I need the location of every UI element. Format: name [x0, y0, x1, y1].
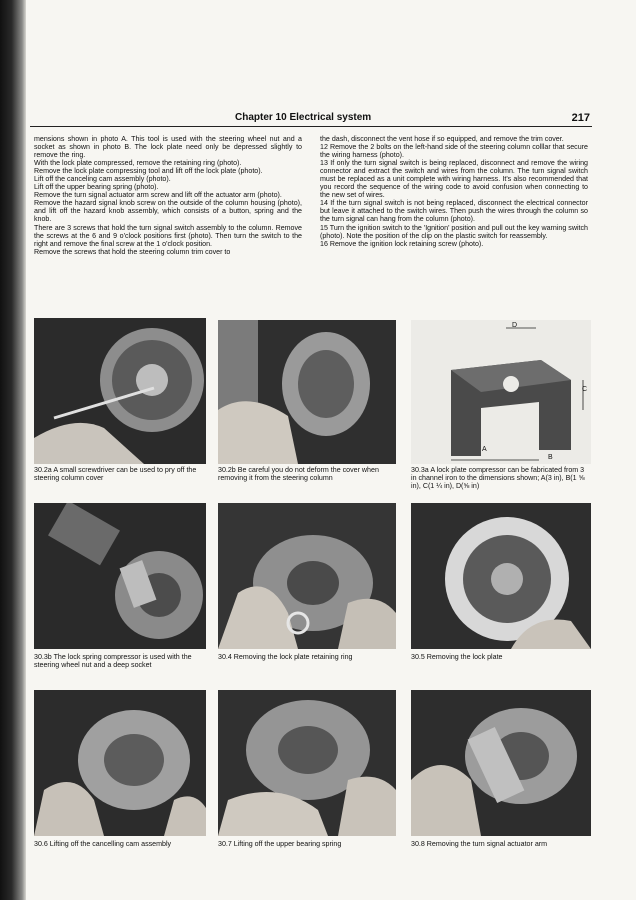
caption-30-2b: 30.2b Be careful you do not deform the cover when removing it from the steering column — [218, 466, 379, 483]
caption-30-2a: 30.2a A small screwdriver can be used to pry off the steering column cover — [34, 466, 197, 483]
header-rule — [30, 126, 592, 127]
diagram-label-c: C — [582, 386, 588, 393]
paragraph: Remove the lock plate compressing tool and lift off the lock plate (photo). — [34, 167, 263, 176]
paragraph: the dash, disconnect the vent hose if so equipped, and remove the trim cover. — [320, 135, 564, 143]
caption-30-6: 30.6 Lifting off the cancelling cam assembly — [34, 840, 172, 848]
paragraph: Lift off the upper bearing spring (photo). — [34, 183, 159, 192]
photo-30-3b — [34, 503, 206, 649]
diagram-label-b: B — [548, 454, 553, 461]
photo-30-2a — [34, 318, 206, 464]
paragraph: 13 If only the turn signal switch is being replaced, disconnect and remove the wiring connector and extract the switch and wires from the column. The turn signal switch must be replaced as a unit complete with wiring harness. It's also recommended that you record the sequence of the wiring code to avoid confusion when connecting to the new set of wires. — [320, 159, 588, 200]
paragraph: Lift off the canceling cam assembly (photo). — [34, 175, 171, 184]
paragraph: Remove the screws that hold the steering column trim cover to — [34, 247, 231, 256]
caption-30-4: 30.4 Removing the lock plate retaining ring — [218, 653, 353, 661]
photo-30-2b — [218, 320, 396, 464]
caption-30-3b: 30.3b The lock spring compressor is used with the steering wheel nut and a deep socket — [34, 653, 192, 670]
photo-30-7 — [218, 690, 396, 836]
paragraph: Remove the turn signal actuator arm screw and lift off the actuator arm (photo). — [34, 191, 282, 200]
caption-30-5: 30.5 Removing the lock plate — [411, 653, 503, 661]
paragraph: With the lock plate compressed, remove the retaining ring (photo). — [34, 159, 242, 168]
paragraph: 16 Remove the ignition lock retaining screw (photo). — [320, 239, 484, 248]
binding-gutter — [0, 0, 26, 900]
diagram-lock-plate-compressor — [411, 320, 591, 464]
paragraph: 15 Turn the ignition switch to the 'Ignition' position and pull out the key warning switch (photo). Note the position of the clip on the plastic switch for reassembly. — [320, 223, 588, 240]
page-number: 217 — [571, 112, 590, 124]
caption-30-8: 30.8 Removing the turn signal actuator arm — [411, 840, 548, 848]
paragraph: 12 Remove the 2 bolts on the left-hand side of the steering column colllar that secure the wiring harness (photo). — [320, 143, 588, 160]
paragraph: mensions shown in photo A. This tool is used with the steering wheel nut and a socket as shown in photo B. The lock plate need only be depressed slightly to remove the ring. — [34, 135, 302, 160]
photo-30-4 — [218, 503, 396, 649]
chapter-title: Chapter 10 Electrical system — [235, 112, 372, 123]
paragraph: Remove the hazard signal knob screw on the outside of the column housing (photo), and lift off the hazard knob assembly, which consists of a button, spring and the knob. — [34, 199, 302, 224]
caption-30-3a: 30.3a A lock plate compressor can be fabricated from 3 in channel iron to the dimensions shown; A(3 in), B(1 ⅝ in), C(1 ¼ in), D(⅝ in) — [411, 466, 585, 491]
photo-30-6 — [34, 690, 206, 836]
paragraph: There are 3 screws that hold the turn signal switch assembly to the column. Remove the screws at the 6 and 9 o'clock positions first (photo). Then turn the switch to the right and remove the final screw at the 1 o'clock position. — [34, 223, 302, 248]
photo-30-8 — [411, 690, 591, 836]
diagram-label-a: A — [482, 446, 487, 453]
left-text-column — [34, 135, 302, 256]
caption-30-7: 30.7 Lifting off the upper bearing spring — [218, 840, 342, 848]
paragraph: 14 If the turn signal switch is not being replaced, disconnect the electrical connector but leave it attached to the switch wires. Then push the wires through the column so the turn signal can hang from the column (photo). — [320, 199, 588, 224]
right-text-column — [320, 135, 588, 248]
diagram-label-d: D — [512, 322, 518, 329]
photo-30-5 — [411, 503, 591, 649]
